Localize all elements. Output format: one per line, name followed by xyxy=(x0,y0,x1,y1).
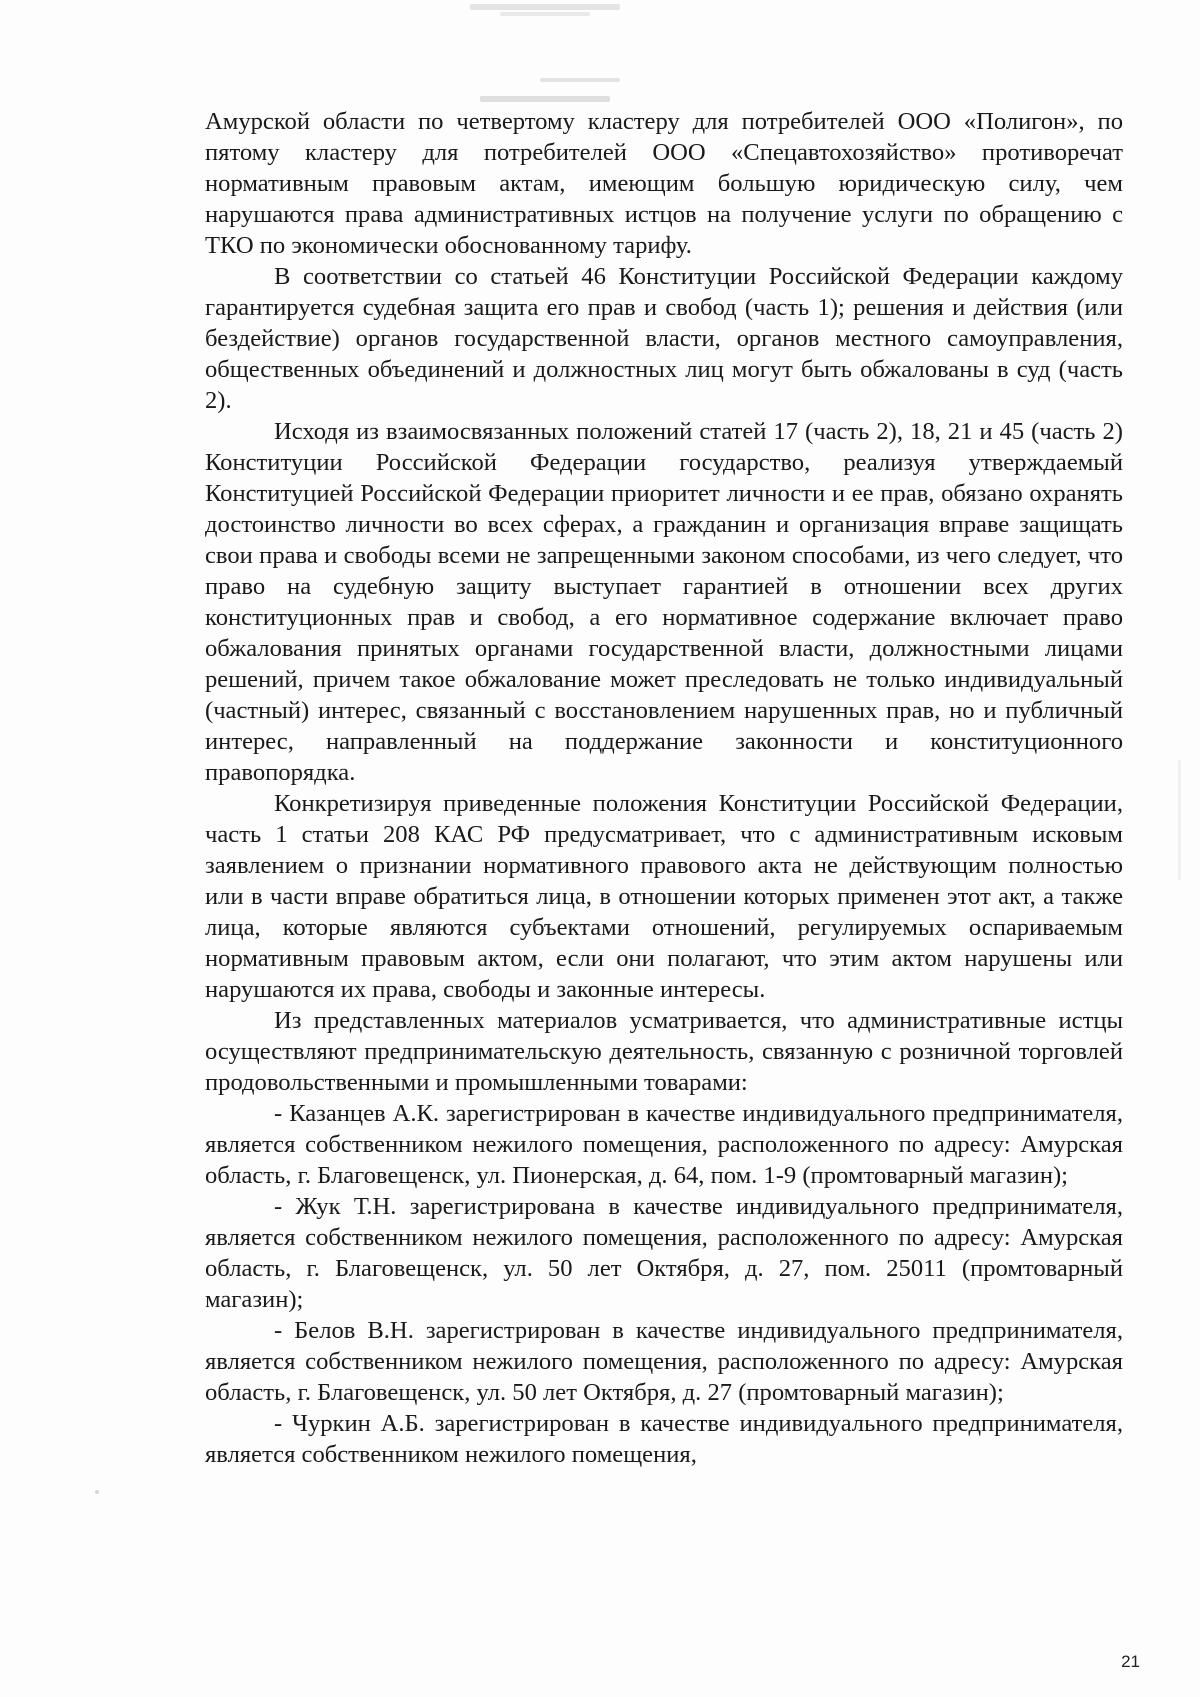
scan-artifact xyxy=(480,96,610,102)
scan-artifact xyxy=(95,1490,99,1494)
scan-artifact xyxy=(1178,760,1181,880)
paragraph-articles-17-45: Исходя из взаимосвязанных положений статей 17 (часть 2), 18, 21 и 45 (часть 2) Конституции Российской Федерации государство, реализуя утверждаемый Конституцией Российской Федерации приоритет личности и ее прав, обязано охранять достоинство личности во всех сферах, а гражданин и организация вправе защищать свои права и свободы всеми не запрещенными законом способами, из чего следует, что право на судебную защиту выступает гарантией в отношении всех других конституционных прав и свобод, а его нормативное содержание включает право обжалования принятых органами государственной власти, должностными лицами решений, причем такое обжалование может преследовать не только индивидуальный (частный) интерес, связанный с восстановлением нарушенных прав, но и публичный интерес, направленный на поддержание законности и конституционного правопорядка. xyxy=(205,418,1123,786)
scan-artifact xyxy=(500,12,590,16)
paragraph-kas-208: Конкретизируя приведенные положения Конституции Российской Федерации, часть 1 статьи 208 КАС РФ предусматривает, что с административным исковым заявлением о признании нормативного правового акта не действующим полностью или в части вправе обратиться лица, в отношении которых применен этот акт, а также лица, которые являются субъектами отношений, регулируемых оспариваемым нормативным правовым актом, если они полагают, что этим актом нарушены или нарушаются их права, свободы и законные интересы. xyxy=(205,790,1123,1003)
paragraph-continuation: Амурской области по четвертому кластеру для потребителей ООО «Полигон», по пятому кластеру для потребителей ООО «Спецавтохозяйство» противоречат нормативным правовым актам, имеющим большую юридическую силу, чем нарушаются права административных истцов на получение услуги по обращению с ТКО по экономически обоснованному тарифу. xyxy=(205,108,1123,259)
list-item: - Казанцев А.К. зарегистрирован в качестве индивидуального предпринимателя, является собственником нежилого помещения, расположенного по адресу: Амурская область, г. Благовещенск, ул. Пионерская, д. 64, пом. 1-9 (промтоварный магазин); xyxy=(205,1100,1123,1189)
scan-artifact xyxy=(470,4,620,10)
paragraph-article-46: В соответствии со статьей 46 Конституции Российской Федерации каждому гарантируется судебная защита его прав и свобод (часть 1); решения и действия (или бездействие) органов государственной власти, органов местного самоуправления, общественных объединений и должностных лиц могут быть обжалованы в суд (часть 2). xyxy=(205,263,1123,414)
page-number: 21 xyxy=(1121,1652,1140,1671)
paragraph-materials: Из представленных материалов усматривается, что административные истцы осуществляют предпринимательскую деятельность, связанную с розничной торговлей продовольственными и промышленными товарами: xyxy=(205,1007,1123,1096)
scan-artifact xyxy=(540,78,620,82)
list-item: - Жук Т.Н. зарегистрирована в качестве индивидуального предпринимателя, является собственником нежилого помещения, расположенного по адресу: Амурская область, г. Благовещенск, ул. 50 лет Октября, д. 27, пом. 25011 (промтоварный магазин); xyxy=(205,1193,1123,1313)
document-body xyxy=(205,106,1123,1470)
list-item: - Чуркин А.Б. зарегистрирован в качестве индивидуального предпринимателя, является собственником нежилого помещения, xyxy=(205,1410,1123,1468)
list-item: - Белов В.Н. зарегистрирован в качестве индивидуального предпринимателя, является собственником нежилого помещения, расположенного по адресу: Амурская область, г. Благовещенск, ул. 50 лет Октября, д. 27 (промтоварный магазин); xyxy=(205,1317,1123,1406)
